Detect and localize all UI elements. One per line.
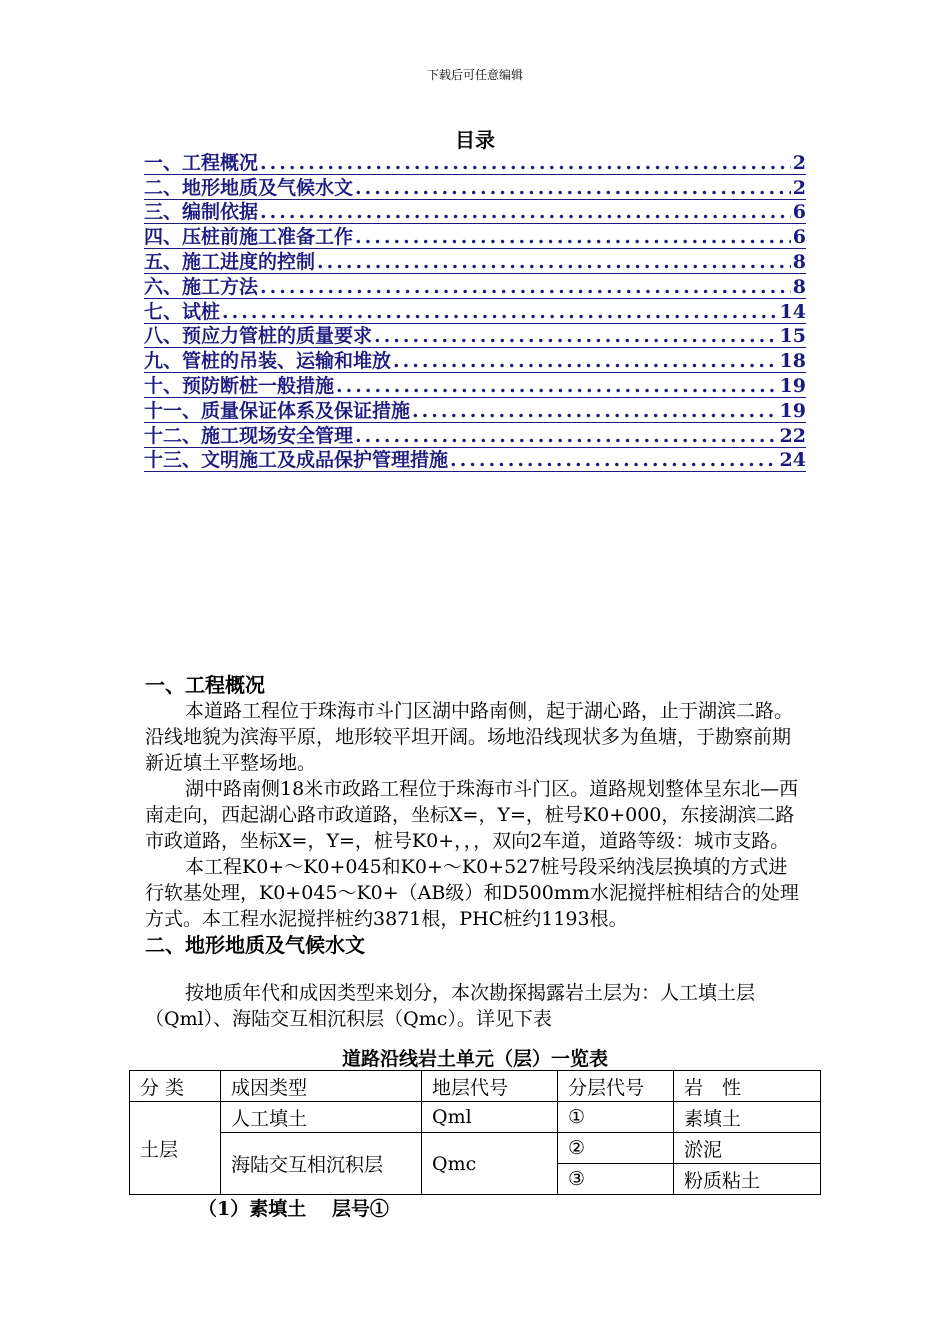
- toc-label: 九、管桩的吊装、运输和堆放: [144, 350, 392, 373]
- toc-leader-dots: [355, 226, 791, 248]
- toc-page-number: 14: [779, 300, 806, 323]
- header-cell: 地层代号: [422, 1071, 558, 1102]
- table-caption: 道路沿线岩土单元（层）一览表: [341, 1048, 608, 1070]
- layer-cell: ②: [558, 1133, 674, 1164]
- toc-leader-dots: [393, 350, 778, 372]
- toc-leader-dots: [355, 177, 791, 199]
- toc-link[interactable]: [144, 299, 806, 324]
- toc-title: 目录: [455, 128, 495, 152]
- rock-soil-table: [129, 1070, 821, 1195]
- toc-label: 六、施工方法: [144, 275, 259, 298]
- toc-label: 十、预防断桩一般措施: [144, 374, 335, 397]
- toc-label: 十二、施工现场安全管理: [144, 424, 354, 447]
- layer-cell: ③: [558, 1164, 674, 1195]
- toc-link[interactable]: [144, 448, 806, 473]
- section-1: [145, 672, 805, 1032]
- toc-label: 二、地形地质及气候水文: [144, 176, 354, 199]
- toc-page-number: 8: [792, 250, 806, 273]
- toc-leader-dots: [317, 251, 791, 273]
- category-cell: 土层: [130, 1102, 221, 1195]
- toc-label: 十一、质量保证体系及保证措施: [144, 399, 411, 422]
- lithology-cell: 粉质粘土: [674, 1164, 821, 1195]
- section-2-heading: 二、地形地质及气候水文: [145, 933, 365, 957]
- toc-label: 五、施工进度的控制: [144, 250, 316, 273]
- toc-label: 四、压桩前施工准备工作: [144, 226, 354, 249]
- toc-link[interactable]: [144, 150, 806, 175]
- section-1-heading: 一、工程概况: [145, 673, 265, 697]
- toc-link[interactable]: [144, 348, 806, 373]
- toc-page-number: 2: [792, 151, 806, 174]
- code-cell: Qml: [422, 1102, 558, 1133]
- toc-leader-dots: [260, 201, 791, 223]
- toc-leader-dots: [336, 375, 778, 397]
- origin-cell: 海陆交互相沉积层: [221, 1133, 422, 1195]
- toc-link[interactable]: [144, 274, 806, 299]
- toc-link[interactable]: [144, 175, 806, 200]
- toc-page-number: 6: [792, 226, 806, 249]
- toc-page-number: 6: [792, 201, 806, 224]
- table-row: [130, 1133, 821, 1164]
- paragraph: 按地质年代和成因类型来划分，本次勘探揭露岩土层为：人工填土层（Qml）、海陆交互相沉积层（Qmc）。详见下表: [145, 982, 756, 1030]
- paragraph: 本工程K0+～K0+045和K0+～K0+527桩号段采纳浅层换填的方式进行软基处理，K0+045～K0+（AB级）和D500mm水泥搅拌桩相结合的处理方式。本工程水泥搅拌桩约3871根，PHC桩约1193根。: [145, 856, 799, 930]
- toc-leader-dots: [260, 276, 791, 298]
- toc-page-number: 19: [779, 374, 806, 397]
- origin-cell: 人工填土: [221, 1102, 422, 1133]
- toc-page-number: 2: [792, 176, 806, 199]
- toc-label: 三、编制依据: [144, 201, 259, 224]
- paragraph: 本道路工程位于珠海市斗门区湖中路南侧，起于湖心路，止于湖滨二路。沿线地貌为滨海平原，地形较平坦开阔。场地沿线现状多为鱼塘，于勘察前期新近填土平整场地。: [145, 700, 794, 774]
- toc-page-number: 22: [779, 424, 806, 447]
- lithology-cell: 淤泥: [674, 1133, 821, 1164]
- header-cell: 成因类型: [221, 1071, 422, 1102]
- toc-label: 八、预应力管桩的质量要求: [144, 325, 373, 348]
- toc-page-number: 19: [779, 399, 806, 422]
- page-header: 下载后可任意编辑: [426, 68, 523, 82]
- lithology-cell: 素填土: [674, 1102, 821, 1133]
- layer-cell: ①: [558, 1102, 674, 1133]
- toc-leader-dots: [450, 449, 778, 471]
- toc-page-number: 15: [779, 325, 806, 348]
- toc-link[interactable]: [144, 224, 806, 249]
- toc-leader-dots: [355, 425, 778, 447]
- subsection-heading: （1）素填土 层号①: [198, 1198, 389, 1220]
- table-header-row: [130, 1071, 821, 1102]
- toc-leader-dots: [374, 325, 778, 347]
- toc-link[interactable]: [144, 249, 806, 274]
- toc-leader-dots: [260, 152, 791, 174]
- toc-link[interactable]: [144, 324, 806, 349]
- code-cell: Qmc: [422, 1133, 558, 1195]
- table-of-contents: [144, 150, 806, 472]
- header-cell: 分层代号: [558, 1071, 674, 1102]
- table-row: [130, 1102, 821, 1133]
- toc-page-number: 24: [779, 449, 806, 472]
- paragraph: 湖中路南侧18米市政路工程位于珠海市斗门区。道路规划整体呈东北—西南走向，西起湖心路市政道路，坐标X=，Y=，桩号K0+000，东接湖滨二路市政道路，坐标X=，Y=，桩号K0+，，，双向2车道，道路等级：城市支路。: [145, 778, 799, 852]
- header-cell: 分 类: [130, 1071, 221, 1102]
- toc-leader-dots: [412, 400, 778, 422]
- toc-link[interactable]: [144, 398, 806, 423]
- toc-link[interactable]: [144, 200, 806, 225]
- toc-link[interactable]: [144, 373, 806, 398]
- header-cell: 岩 性: [674, 1071, 821, 1102]
- toc-label: 十三、文明施工及成品保护管理措施: [144, 449, 449, 472]
- toc-page-number: 18: [779, 350, 806, 373]
- toc-link[interactable]: [144, 423, 806, 448]
- toc-leader-dots: [222, 301, 778, 323]
- toc-page-number: 8: [792, 275, 806, 298]
- toc-label: 一、工程概况: [144, 151, 259, 174]
- toc-label: 七、试桩: [144, 300, 221, 323]
